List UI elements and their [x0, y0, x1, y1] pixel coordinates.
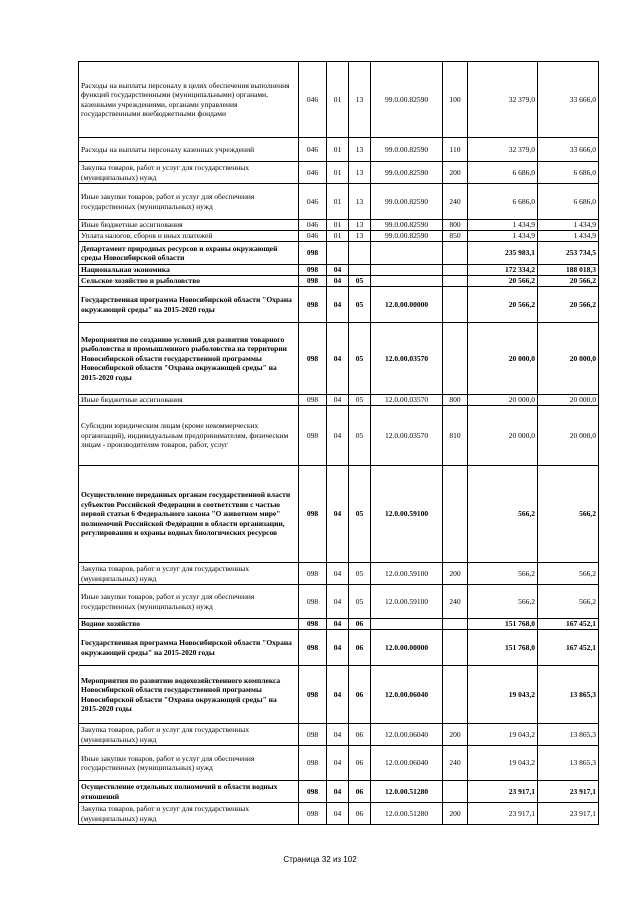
row-name: Иные бюджетные ассигнования: [79, 395, 299, 406]
row-name: Уплата налогов, сборов и иных платежей: [79, 231, 299, 242]
row-subsection-code: 05: [349, 395, 371, 406]
row-expense-type: 240: [443, 585, 468, 619]
row-target-article: 12.0.00.06040: [371, 666, 443, 724]
row-ved-code: 098: [299, 287, 327, 323]
row-sum-year-2: 33 666,0: [538, 62, 599, 138]
table-row: [79, 323, 599, 395]
row-expense-type: [443, 630, 468, 666]
row-target-article: 12.0.00.59100: [371, 466, 443, 563]
row-ved-code: 098: [299, 466, 327, 563]
row-name: Закупка товаров, работ и услуг для государственных (муниципальных) нужд: [79, 724, 299, 746]
row-subsection-code: 05: [349, 276, 371, 287]
table-row: [79, 231, 599, 242]
row-expense-type: 200: [443, 563, 468, 585]
table-row: [79, 406, 599, 466]
row-name: Закупка товаров, работ и услуг для государственных (муниципальных) нужд: [79, 803, 299, 825]
row-name: Иные бюджетные ассигнования: [79, 220, 299, 231]
row-expense-type: [443, 323, 468, 395]
row-name: Государственная программа Новосибирской области "Охрана окружающей среды" на 2015-2020 годы: [79, 287, 299, 323]
row-subsection-code: 06: [349, 746, 371, 781]
table-row: [79, 619, 599, 630]
row-sum-year-2: 566,2: [538, 585, 599, 619]
row-subsection-code: 06: [349, 803, 371, 825]
row-section-code: 04: [327, 585, 349, 619]
row-section-code: 04: [327, 466, 349, 563]
row-sum-year-2: 566,2: [538, 563, 599, 585]
row-sum-year-1: 1 434,9: [468, 220, 538, 231]
row-subsection-code: 13: [349, 184, 371, 220]
row-target-article: [371, 265, 443, 276]
table-row: [79, 585, 599, 619]
row-sum-year-2: 6 686,0: [538, 162, 599, 184]
row-sum-year-1: 6 686,0: [468, 162, 538, 184]
row-ved-code: 098: [299, 803, 327, 825]
row-sum-year-1: 1 434,9: [468, 231, 538, 242]
row-ved-code: 098: [299, 276, 327, 287]
row-target-article: [371, 619, 443, 630]
row-subsection-code: 13: [349, 231, 371, 242]
row-target-article: 12.0.00.51280: [371, 803, 443, 825]
row-sum-year-2: 1 434,9: [538, 231, 599, 242]
row-name: Осуществление отдельных полномочий в области водных отношений: [79, 781, 299, 803]
row-ved-code: 098: [299, 666, 327, 724]
row-section-code: 04: [327, 630, 349, 666]
row-target-article: 12.0.00.03570: [371, 323, 443, 395]
row-sum-year-1: 20 000,0: [468, 395, 538, 406]
row-expense-type: 240: [443, 184, 468, 220]
row-sum-year-1: 151 768,0: [468, 630, 538, 666]
row-name: Департамент природных ресурсов и охраны окружающей среды Новосибирской области: [79, 242, 299, 265]
row-expense-type: [443, 242, 468, 265]
row-name: Расходы на выплаты персоналу казенных учреждений: [79, 138, 299, 162]
row-ved-code: 098: [299, 563, 327, 585]
row-target-article: 12.0.00.03570: [371, 406, 443, 466]
row-name: Национальная экономика: [79, 265, 299, 276]
row-subsection-code: 06: [349, 724, 371, 746]
row-section-code: 04: [327, 287, 349, 323]
table-row: [79, 62, 599, 138]
row-ved-code: 098: [299, 406, 327, 466]
row-target-article: 99.0.00.82590: [371, 231, 443, 242]
row-sum-year-2: 6 686,0: [538, 184, 599, 220]
row-name: Сельское хозяйство и рыболовство: [79, 276, 299, 287]
row-expense-type: [443, 466, 468, 563]
row-sum-year-1: 19 043,2: [468, 746, 538, 781]
row-sum-year-2: 20 000,0: [538, 395, 599, 406]
row-section-code: 04: [327, 619, 349, 630]
row-subsection-code: 05: [349, 563, 371, 585]
table-row: [79, 724, 599, 746]
row-expense-type: 200: [443, 162, 468, 184]
row-section-code: 04: [327, 803, 349, 825]
row-sum-year-1: 235 983,1: [468, 242, 538, 265]
row-subsection-code: 13: [349, 220, 371, 231]
row-target-article: 12.0.00.59100: [371, 563, 443, 585]
row-sum-year-2: 23 917,1: [538, 781, 599, 803]
row-ved-code: 046: [299, 162, 327, 184]
row-subsection-code: 06: [349, 630, 371, 666]
row-sum-year-2: 20 000,0: [538, 406, 599, 466]
row-name: Мероприятия по созданию условий для развития товарного рыболовства и промышленного рыболовства на территории Новосибирской области государственной программы Новосибирской области "Охрана окружающей среды" на 2015-2020 годы: [79, 323, 299, 395]
row-section-code: 01: [327, 184, 349, 220]
row-name: Закупка товаров, работ и услуг для государственных (муниципальных) нужд: [79, 563, 299, 585]
row-subsection-code: 13: [349, 62, 371, 138]
row-sum-year-1: 566,2: [468, 563, 538, 585]
row-name: Иные закупки товаров, работ и услуг для обеспечения государственных (муниципальных) нужд: [79, 184, 299, 220]
row-expense-type: 810: [443, 406, 468, 466]
row-section-code: 04: [327, 406, 349, 466]
row-ved-code: 098: [299, 265, 327, 276]
row-target-article: 99.0.00.82590: [371, 62, 443, 138]
row-sum-year-1: 23 917,1: [468, 803, 538, 825]
row-sum-year-1: 151 768,0: [468, 619, 538, 630]
row-name: Закупка товаров, работ и услуг для государственных (муниципальных) нужд: [79, 162, 299, 184]
row-expense-type: 100: [443, 62, 468, 138]
row-section-code: 04: [327, 781, 349, 803]
row-ved-code: 098: [299, 619, 327, 630]
row-expense-type: 200: [443, 803, 468, 825]
row-name: Государственная программа Новосибирской области "Охрана окружающей среды" на 2015-2020 годы: [79, 630, 299, 666]
table-row: [79, 184, 599, 220]
row-sum-year-2: 13 865,3: [538, 746, 599, 781]
row-expense-type: 110: [443, 138, 468, 162]
row-ved-code: 098: [299, 395, 327, 406]
row-target-article: 12.0.00.51280: [371, 781, 443, 803]
budget-table-body: [79, 62, 599, 825]
row-ved-code: 046: [299, 184, 327, 220]
row-section-code: 01: [327, 162, 349, 184]
row-subsection-code: 05: [349, 287, 371, 323]
row-section-code: 04: [327, 395, 349, 406]
table-row: [79, 138, 599, 162]
row-sum-year-2: 20 566,2: [538, 276, 599, 287]
table-row: [79, 666, 599, 724]
row-sum-year-1: 566,2: [468, 585, 538, 619]
row-section-code: 04: [327, 276, 349, 287]
row-expense-type: 800: [443, 220, 468, 231]
row-subsection-code: 06: [349, 666, 371, 724]
row-sum-year-2: 253 734,5: [538, 242, 599, 265]
row-ved-code: 098: [299, 242, 327, 265]
row-expense-type: 850: [443, 231, 468, 242]
row-sum-year-2: 13 865,3: [538, 724, 599, 746]
page-number: Страница 32 из 102: [283, 855, 357, 864]
row-ved-code: 098: [299, 630, 327, 666]
row-sum-year-2: 33 666,0: [538, 138, 599, 162]
table-row: [79, 276, 599, 287]
row-ved-code: 046: [299, 138, 327, 162]
row-subsection-code: 06: [349, 619, 371, 630]
table-row: [79, 287, 599, 323]
row-ved-code: 098: [299, 746, 327, 781]
row-target-article: [371, 242, 443, 265]
table-row: [79, 162, 599, 184]
row-subsection-code: 06: [349, 781, 371, 803]
row-target-article: 12.0.00.00000: [371, 287, 443, 323]
row-sum-year-1: 32 379,0: [468, 138, 538, 162]
row-expense-type: [443, 287, 468, 323]
row-name: Водное хозяйство: [79, 619, 299, 630]
row-target-article: 12.0.00.59100: [371, 585, 443, 619]
row-sum-year-2: 1 434,9: [538, 220, 599, 231]
table-row: [79, 242, 599, 265]
row-sum-year-1: 20 566,2: [468, 287, 538, 323]
row-sum-year-1: 19 043,2: [468, 724, 538, 746]
row-name: Мероприятия по развитию водохозяйственного комплекса Новосибирской области государственной программы Новосибирской области "Охрана окружающей среды" на 2015-2020 годы: [79, 666, 299, 724]
row-expense-type: [443, 666, 468, 724]
row-ved-code: 098: [299, 781, 327, 803]
row-sum-year-2: 20 566,2: [538, 287, 599, 323]
row-sum-year-2: 13 865,3: [538, 666, 599, 724]
row-sum-year-1: 32 379,0: [468, 62, 538, 138]
row-sum-year-1: 20 566,2: [468, 276, 538, 287]
row-section-code: 04: [327, 746, 349, 781]
row-sum-year-2: 167 452,1: [538, 630, 599, 666]
table-row: [79, 395, 599, 406]
row-subsection-code: 05: [349, 585, 371, 619]
row-section-code: 04: [327, 563, 349, 585]
row-ved-code: 046: [299, 62, 327, 138]
row-name: Субсидии юридическим лицам (кроме некоммерческих организаций), индивидуальным предпринимателям, физическим лицам - производителям товаров, работ, услуг: [79, 406, 299, 466]
row-subsection-code: 13: [349, 138, 371, 162]
row-sum-year-2: 167 452,1: [538, 619, 599, 630]
table-row: [79, 630, 599, 666]
row-ved-code: 098: [299, 724, 327, 746]
row-target-article: 99.0.00.82590: [371, 138, 443, 162]
row-expense-type: 800: [443, 395, 468, 406]
row-sum-year-1: 6 686,0: [468, 184, 538, 220]
table-row: [79, 803, 599, 825]
table-row: [79, 265, 599, 276]
row-name: Иные закупки товаров, работ и услуг для обеспечения государственных (муниципальных) нужд: [79, 585, 299, 619]
row-sum-year-2: 23 917,1: [538, 803, 599, 825]
table-row: [79, 563, 599, 585]
row-target-article: 12.0.00.00000: [371, 630, 443, 666]
row-target-article: 12.0.00.03570: [371, 395, 443, 406]
row-target-article: 99.0.00.82590: [371, 162, 443, 184]
row-section-code: 04: [327, 724, 349, 746]
row-subsection-code: [349, 265, 371, 276]
row-sum-year-2: 20 000,0: [538, 323, 599, 395]
row-target-article: [371, 276, 443, 287]
row-sum-year-1: 19 043,2: [468, 666, 538, 724]
row-name: Расходы на выплаты персоналу в целях обеспечения выполнения функций государственными (муниципальными) органами, казенными учреждениями, органами управления государственными внебюджетными фондами: [79, 62, 299, 138]
row-sum-year-2: 566,2: [538, 466, 599, 563]
row-expense-type: 200: [443, 724, 468, 746]
row-target-article: 99.0.00.82590: [371, 184, 443, 220]
row-expense-type: 240: [443, 746, 468, 781]
table-row: [79, 466, 599, 563]
row-subsection-code: 05: [349, 406, 371, 466]
row-sum-year-1: 172 334,2: [468, 265, 538, 276]
row-section-code: 01: [327, 62, 349, 138]
row-ved-code: 098: [299, 323, 327, 395]
row-expense-type: [443, 619, 468, 630]
row-ved-code: 098: [299, 585, 327, 619]
row-subsection-code: 05: [349, 323, 371, 395]
row-sum-year-1: 566,2: [468, 466, 538, 563]
table-row: [79, 746, 599, 781]
row-sum-year-1: 20 000,0: [468, 406, 538, 466]
row-section-code: 01: [327, 231, 349, 242]
row-expense-type: [443, 781, 468, 803]
budget-table: [78, 61, 599, 825]
row-section-code: 01: [327, 138, 349, 162]
table-row: [79, 781, 599, 803]
table-row: [79, 220, 599, 231]
row-section-code: 04: [327, 265, 349, 276]
row-expense-type: [443, 265, 468, 276]
row-subsection-code: 05: [349, 466, 371, 563]
row-expense-type: [443, 276, 468, 287]
row-sum-year-1: 23 917,1: [468, 781, 538, 803]
row-name: Иные закупки товаров, работ и услуг для обеспечения государственных (муниципальных) нужд: [79, 746, 299, 781]
row-target-article: 12.0.00.06040: [371, 724, 443, 746]
row-ved-code: 046: [299, 231, 327, 242]
row-name: Осуществление переданных органам государственной власти субъектов Российской Федерации в соответствии с частью первой статьи 6 Федерального закона "О животном мире" полномочий Российской Федерации в области организации, регулирования и охраны водных биологических ресурсов: [79, 466, 299, 563]
row-section-code: 01: [327, 220, 349, 231]
row-section-code: 04: [327, 323, 349, 395]
row-target-article: 99.0.00.82590: [371, 220, 443, 231]
row-subsection-code: 13: [349, 162, 371, 184]
row-sum-year-1: 20 000,0: [468, 323, 538, 395]
row-subsection-code: [349, 242, 371, 265]
row-sum-year-2: 188 018,3: [538, 265, 599, 276]
row-ved-code: 046: [299, 220, 327, 231]
row-section-code: [327, 242, 349, 265]
row-target-article: 12.0.00.06040: [371, 746, 443, 781]
row-section-code: 04: [327, 666, 349, 724]
